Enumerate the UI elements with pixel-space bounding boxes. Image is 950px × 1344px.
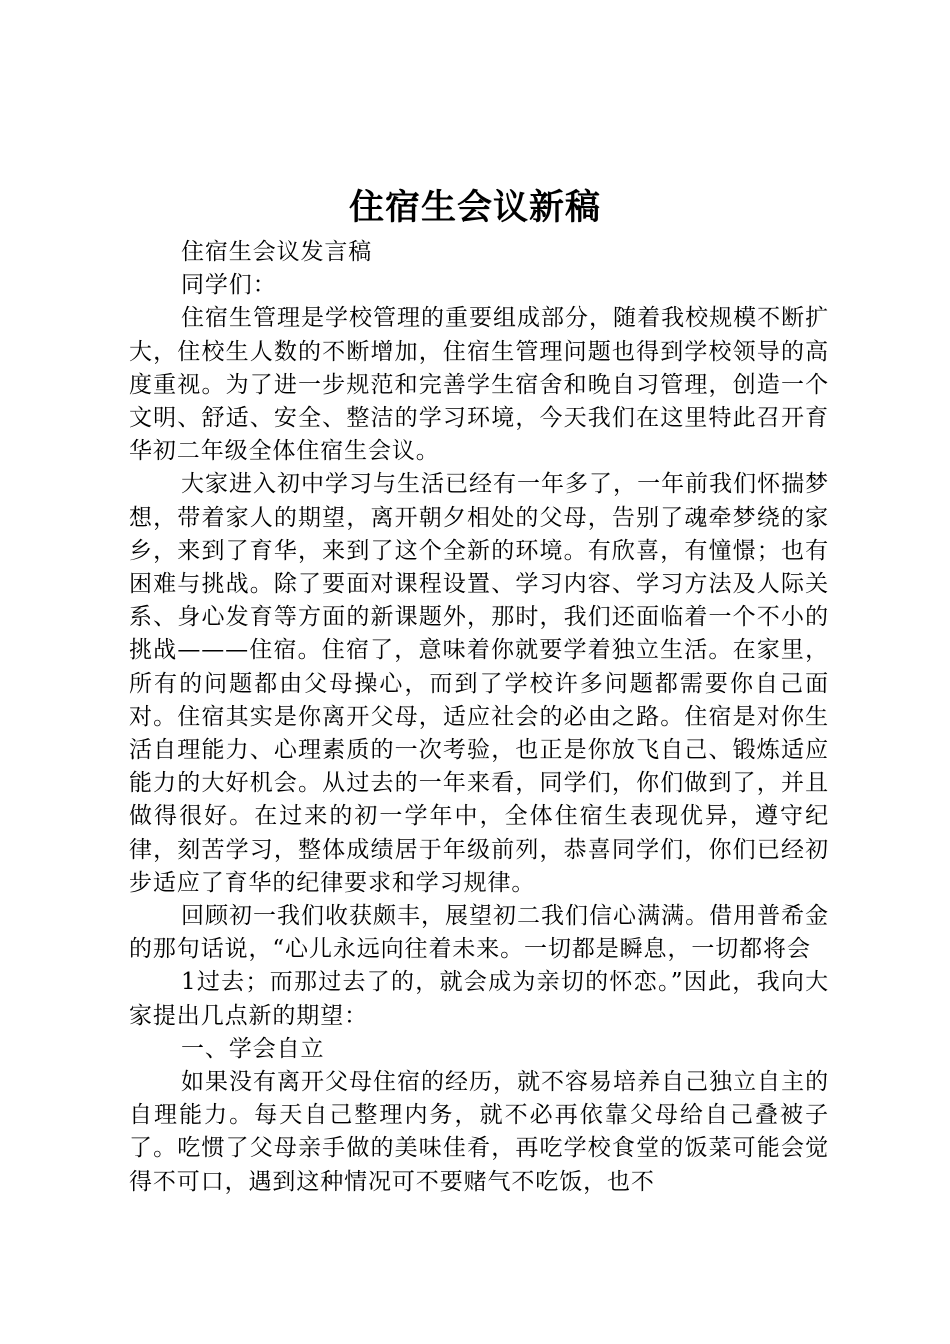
paragraph-intro: 住宿生管理是学校管理的重要组成部分，随着我校规模不断扩大，住校生人数的不断增加，住宿生管理问题也得到学校领导的高度重视。为了进一步规范和完善学生宿舍和晚自习管理，创造一个文明、舒适、安全、整洁的学习环境，今天我们在这里特此召开育华初二年级全体住宿生会议。	[129, 305, 829, 465]
paragraph-review: 大家进入初中学习与生活已经有一年多了，一年前我们怀揣梦想，带着家人的期望，离开朝夕相处的父母，告别了魂牵梦绕的家乡，来到了育华，来到了这个全新的环境。有欣喜，有憧憬；也有困难与挑战。除了要面对课程设置、学习内容、学习方法及人际关系、身心发育等方面的新课题外，那时，我们还面临着一个不小的挑战———住宿。住宿了，意味着你就要学着独立生活。在家里，所有的问题都由父母操心，而到了学校许多问题都需要你自己面对。住宿其实是你离开父母，适应社会的必由之路。住宿是对你生活自理能力、心理素质的一次考验，也正是你放飞自己、锻炼适应能力的大好机会。从过去的一年来看，同学们，你们做到了，并且做得很好。在过来的初一学年中，全体住宿生表现优异，遵守纪律，刻苦学习，整体成绩居于年级前列，恭喜同学们，你们已经初步适应了育华的纪律要求和学习规律。	[129, 471, 829, 896]
paragraph-outlook: 回顾初一我们收获颇丰，展望初二我们信心满满。借用普希金的那句话说，“心儿永远向往着未来。一切都是瞬息，一切都将会	[129, 903, 829, 963]
paragraph-expectations: 1过去；而那过去了的，就会成为亲切的怀恋。”因此，我向大家提出几点新的期望：	[129, 969, 829, 1029]
speech-heading: 住宿生会议发言稿	[181, 239, 373, 265]
paragraph-self-reliance: 如果没有离开父母住宿的经历，就不容易培养自己独立自主的自理能力。每天自己整理内务，就不必再依靠父母给自己叠被子了。吃惯了父母亲手做的美味佳肴，再吃学校食堂的饭菜可能会觉得不可口，遇到这种情况可不要赌气不吃饭，也不	[129, 1069, 829, 1195]
salutation: 同学们：	[181, 272, 277, 299]
document-title: 住宿生会议新稿	[348, 187, 601, 228]
document-body	[129, 236, 829, 1199]
section-heading-self-reliance: 一、学会自立	[181, 1035, 325, 1062]
